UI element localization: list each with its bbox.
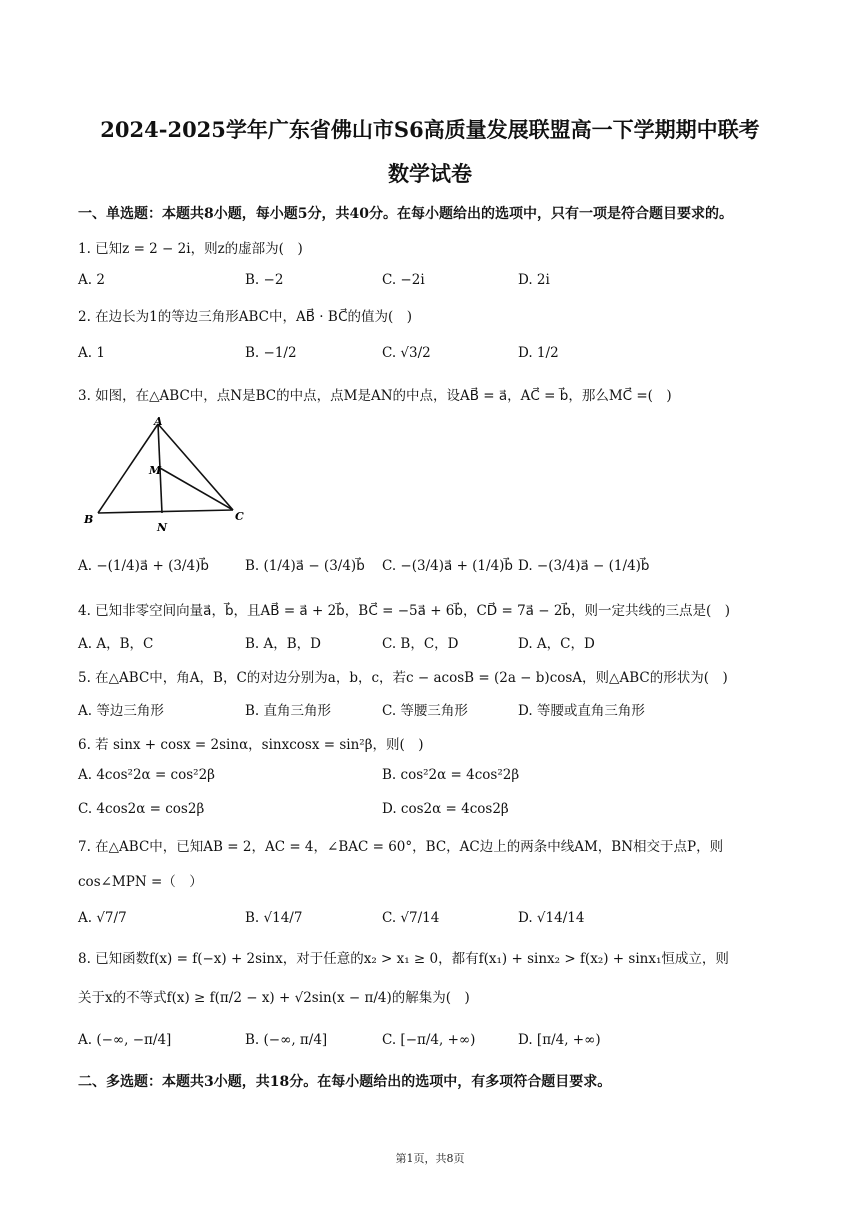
question-8-stem: 8. 已知函数f(x) = f(−x) + 2sinx，对于任意的x₂ > x₁ ≥ 0，都有f(x₁) + sinx₂ > f(x₂) + sinx₁恒成立，则 <box>78 951 729 967</box>
question-1-option-a[interactable]: A. 2 <box>78 272 105 288</box>
question-3-option-b[interactable]: B. (1/4)a⃗ − (3/4)b⃗ <box>245 558 365 574</box>
question-7-option-a[interactable]: A. √7/7 <box>78 910 127 926</box>
question-2-option-a[interactable]: A. 1 <box>78 345 105 361</box>
question-5-option-a[interactable]: A. 等边三角形 <box>78 703 164 719</box>
question-5-stem: 5. 在△ABC中，角A，B，C的对边分别为a，b，c，若c − acosB = (2a − b)cosA，则△ABC的形状为( ) <box>78 670 728 686</box>
question-2-option-b[interactable]: B. −1/2 <box>245 345 297 361</box>
vertex-label-a: A <box>154 415 163 428</box>
point-label-n: N <box>157 521 168 534</box>
question-8-stem-continued: 关于x的不等式f(x) ≥ f(π/2 − x) + √2sin(x − π/4)的解集为( ) <box>78 990 470 1006</box>
question-7-stem: 7. 在△ABC中，已知AB = 2，AC = 4，∠BAC = 60°，BC，AC边上的两条中线AM，BN相交于点P，则 <box>78 839 724 855</box>
page-title: 2024-2025学年广东省佛山市S6高质量发展联盟高一下学期期中联考 <box>100 117 760 142</box>
question-7-stem-continued: cos∠MPN =（ ） <box>78 874 203 890</box>
question-5-option-c[interactable]: C. 等腰三角形 <box>382 703 468 719</box>
question-6-option-d[interactable]: D. cos2α = 4cos2β <box>382 801 509 817</box>
triangle-figure <box>76 412 256 536</box>
question-6-option-b[interactable]: B. cos²2α = 4cos²2β <box>382 767 520 783</box>
question-3-option-c[interactable]: C. −(3/4)a⃗ + (1/4)b⃗ <box>382 558 513 574</box>
question-7-option-b[interactable]: B. √14/7 <box>245 910 303 926</box>
point-label-m: M <box>149 464 162 477</box>
question-3-option-a[interactable]: A. −(1/4)a⃗ + (3/4)b⃗ <box>78 558 209 574</box>
question-2-stem: 2. 在边长为1的等边三角形ABC中，AB⃗ · BC⃗的值为( ) <box>78 309 413 325</box>
question-1-stem: 1. 已知z = 2 − 2i，则z的虚部为( ) <box>78 241 303 257</box>
question-6-option-a[interactable]: A. 4cos²2α = cos²2β <box>78 767 215 783</box>
question-5-option-d[interactable]: D. 等腰或直角三角形 <box>518 703 645 719</box>
question-3-option-d[interactable]: D. −(3/4)a⃗ − (1/4)b⃗ <box>518 558 650 574</box>
section-heading-multiple-choice: 二、多选题：本题共3小题，共18分。在每小题给出的选项中，有多项符合题目要求。 <box>78 1074 612 1090</box>
question-6-stem: 6. 若 sinx + cosx = 2sinα，sinxcosx = sin²β，则( ) <box>78 737 424 753</box>
page-subtitle: 数学试卷 <box>388 161 472 186</box>
question-2-option-d[interactable]: D. 1/2 <box>518 345 559 361</box>
question-4-option-d[interactable]: D. A，C，D <box>518 636 595 652</box>
edge-ac <box>158 424 233 510</box>
question-8-option-b[interactable]: B. (−∞, π/4] <box>245 1032 328 1048</box>
question-4-option-b[interactable]: B. A，B，D <box>245 636 321 652</box>
question-8-option-c[interactable]: C. [−π/4, +∞) <box>382 1032 476 1048</box>
question-1-option-c[interactable]: C. −2i <box>382 272 425 288</box>
question-8-option-a[interactable]: A. (−∞, −π/4] <box>78 1032 172 1048</box>
question-7-option-d[interactable]: D. √14/14 <box>518 910 585 926</box>
question-5-option-b[interactable]: B. 直角三角形 <box>245 703 332 719</box>
question-4-stem: 4. 已知非零空间向量a⃗，b⃗，且AB⃗ = a⃗ + 2b⃗，BC⃗ = −5a⃗ + 6b⃗，CD⃗ = 7a⃗ − 2b⃗，则一定共线的三点是( ) <box>78 603 731 619</box>
page-footer: 第1页，共8页 <box>395 1152 465 1165</box>
question-7-option-c[interactable]: C. √7/14 <box>382 910 440 926</box>
question-1-option-b[interactable]: B. −2 <box>245 272 284 288</box>
question-4-option-a[interactable]: A. A，B，C <box>78 636 154 652</box>
question-2-option-c[interactable]: C. √3/2 <box>382 345 431 361</box>
question-4-option-c[interactable]: C. B，C，D <box>382 636 459 652</box>
vertex-label-b: B <box>84 513 94 526</box>
question-8-option-d[interactable]: D. [π/4, +∞) <box>518 1032 601 1048</box>
question-1-option-d[interactable]: D. 2i <box>518 272 550 288</box>
vertex-label-c: C <box>235 510 244 523</box>
section-heading-single-choice: 一、单选题：本题共8小题，每小题5分，共40分。在每小题给出的选项中，只有一项是符合题目要求的。 <box>78 206 733 222</box>
edge-bc <box>98 510 233 513</box>
segment-mc <box>160 468 233 510</box>
question-3-stem: 3. 如图，在△ABC中，点N是BC的中点，点M是AN的中点，设AB⃗ = a⃗，AC⃗ = b⃗，那么MC⃗ =( ) <box>78 388 672 404</box>
question-6-option-c[interactable]: C. 4cos2α = cos2β <box>78 801 205 817</box>
